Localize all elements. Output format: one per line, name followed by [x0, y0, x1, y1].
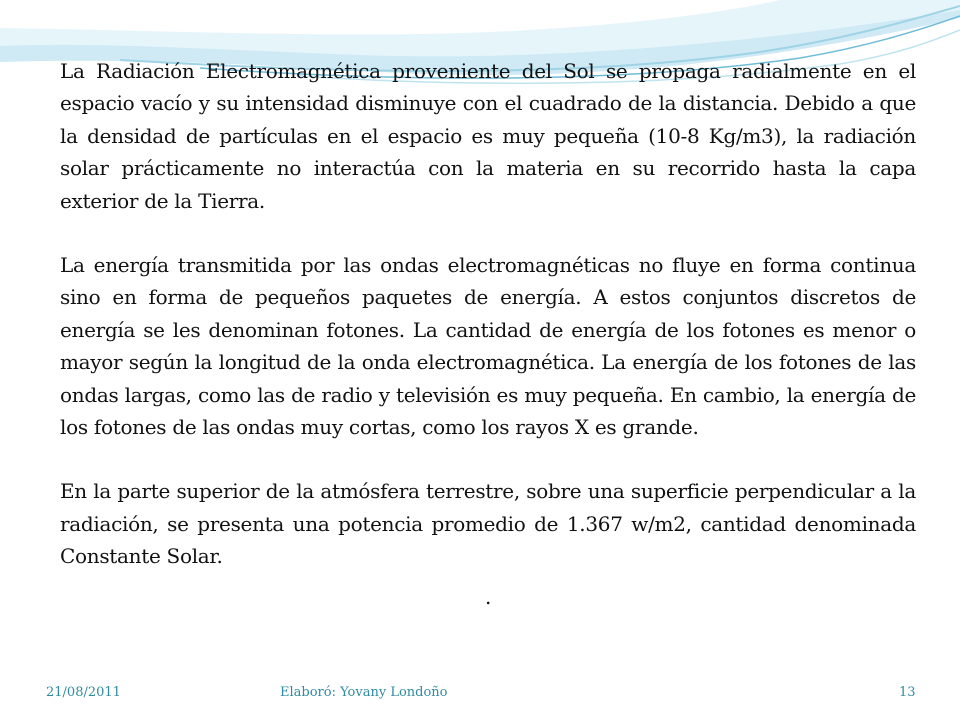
footer-date: 21/08/2011 [46, 685, 121, 700]
paragraph-radiation: La Radiación Electromagnética proveniente del Sol se propaga radialmente en el espacio vacío y su intensidad disminuye con el cuadrado de la distancia. Debido a que la densidad de partículas en el espacio es muy pequeña (10-8 Kg/m3), la radiación solar prácticamente no interactúa con la materia en su recorrido hasta la capa exterior de la Tierra. [60, 59, 916, 213]
footer-author: Elaboró: Yovany Londoño [280, 685, 448, 700]
slide-body [60, 55, 916, 613]
footer-page-number: 13 [899, 685, 916, 700]
paragraph-photons: La energía transmitida por las ondas electromagnéticas no fluye en forma continua sino en forma de pequeños paquetes de energía. A estos conjuntos discretos de energía se les denominan fotones. La cantidad de energía de los fotones es menor o mayor según la longitud de la onda electromagnética. La energía de los fotones de las ondas largas, como las de radio y televisión es muy pequeña. En cambio, la energía de los fotones de las ondas muy cortas, como los rayos X es grande. [60, 253, 916, 440]
slide-footer [0, 685, 960, 705]
trailing-dot: . [484, 584, 492, 609]
paragraph-solar-constant: En la parte superior de la atmósfera terrestre, sobre una superficie perpendicular a la radiación, se presenta una potencia promedio de 1.367 w/m2, cantidad denominada Constante Solar. [60, 479, 916, 569]
